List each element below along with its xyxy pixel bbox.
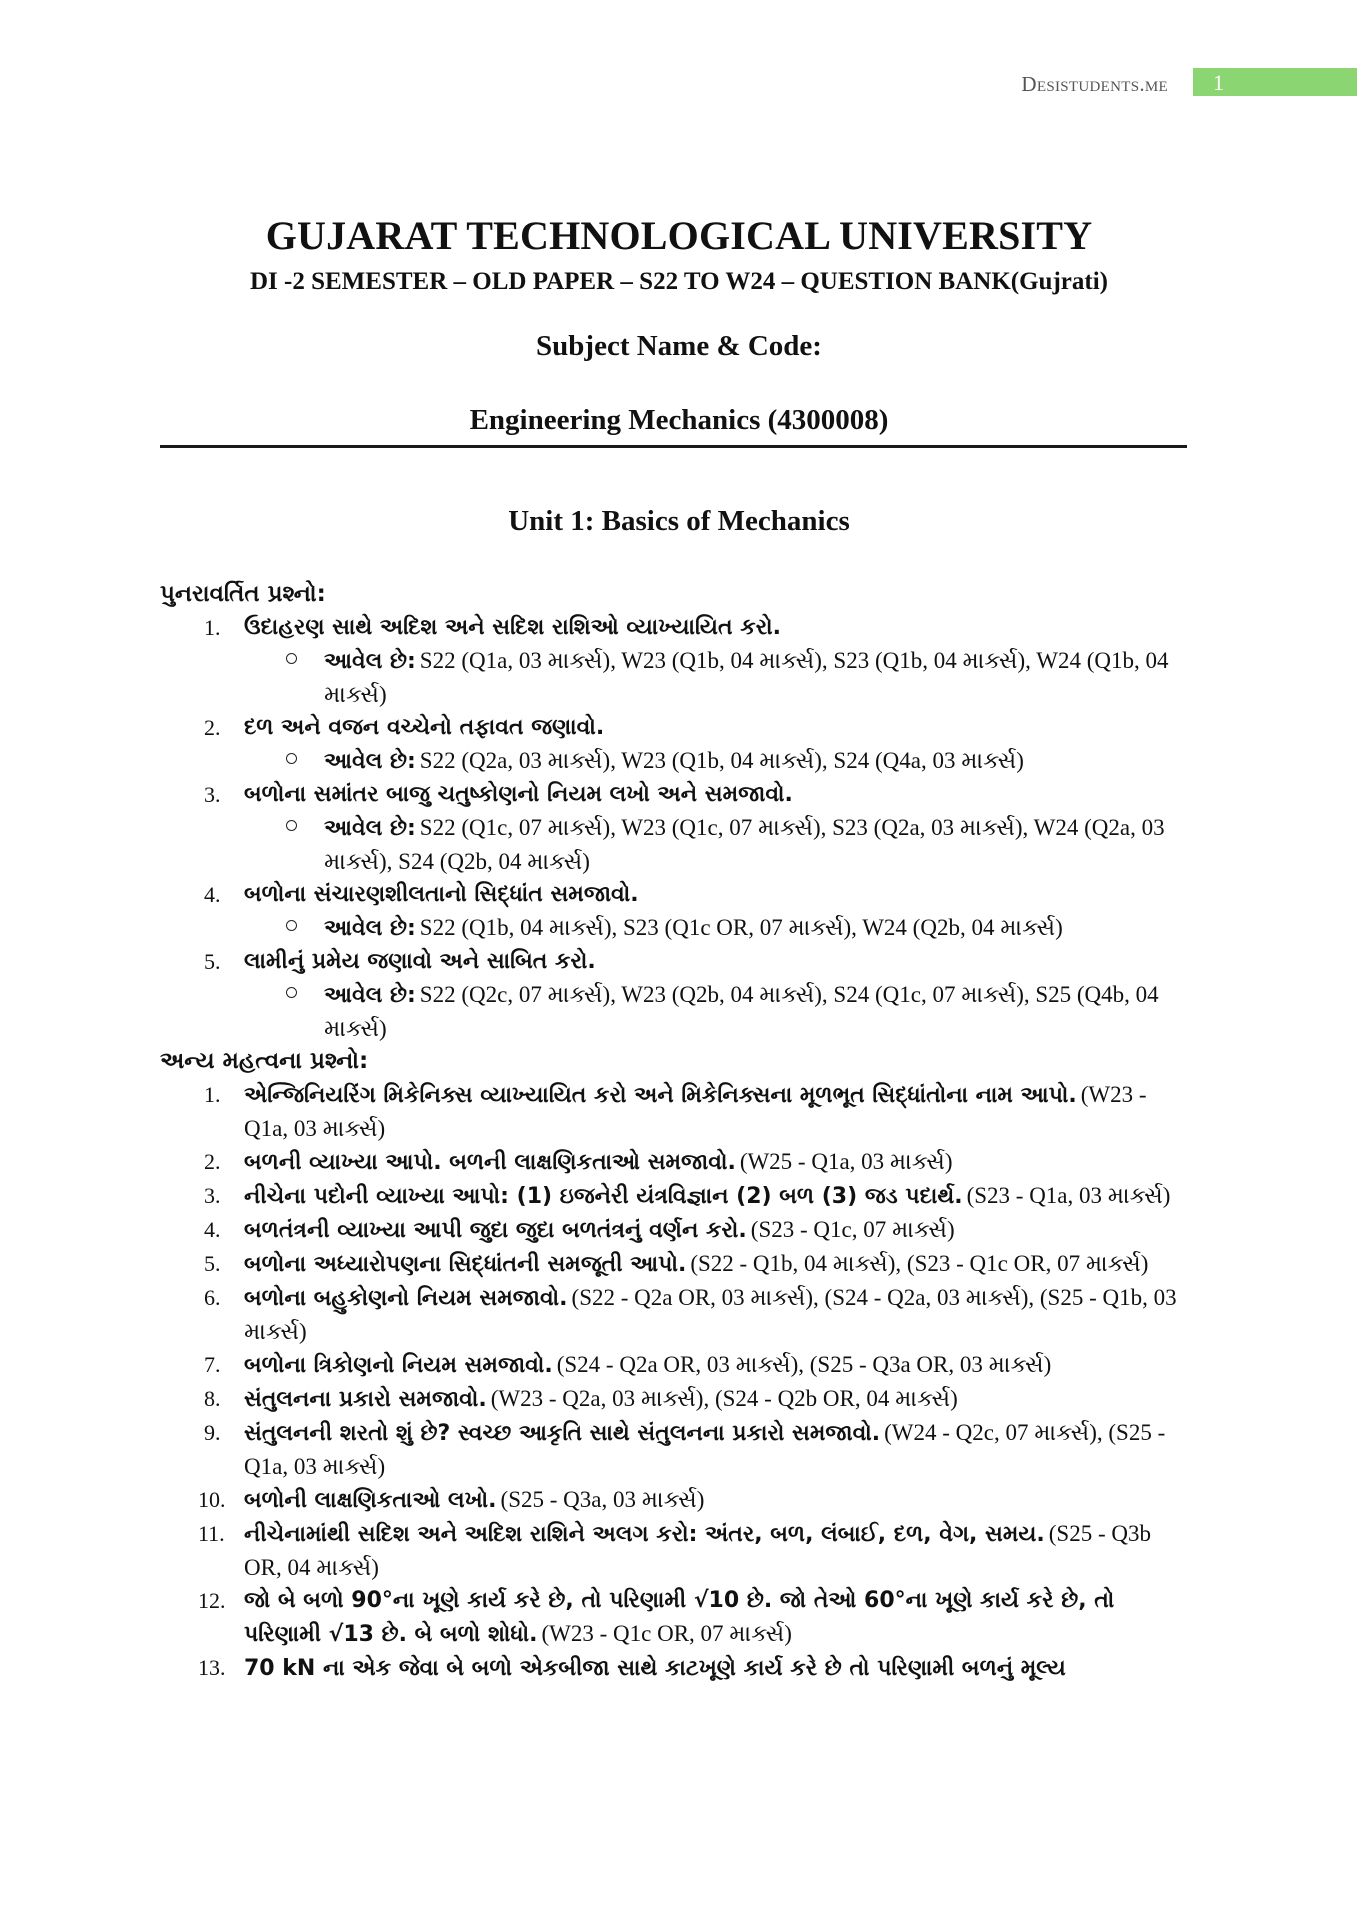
question-refs: (S25 - Q3a, 03 માર્ક્સ): [500, 1487, 705, 1512]
page-number: 1: [1213, 70, 1224, 95]
question-text: બળોના અધ્યારોપણના સિદ્ધાંતની સમજૂતી આપો.: [244, 1252, 687, 1277]
question-item: [160, 1382, 1210, 1416]
question-number: 1.: [204, 615, 221, 640]
question-item: [160, 711, 1210, 744]
circle-bullet-icon: [286, 987, 297, 998]
asked-label: આવેલ છે:: [324, 983, 416, 1008]
circle-bullet-icon: [286, 653, 297, 664]
question-text: નીચેનામાંથી સદિશ અને અદિશ રાશિને અલગ કરો: અંતર, બળ, લંબાઈ, દળ, વેગ, સમય.: [244, 1522, 1045, 1547]
question-item: [160, 1213, 1210, 1247]
question-refs: (S23 - Q1a, 03 માર્ક્સ): [966, 1183, 1171, 1208]
asked-in-item: [160, 744, 1210, 778]
question-refs: (S24 - Q2a OR, 03 માર્ક્સ), (S25 - Q3a OR, 03 માર્ક્સ): [556, 1352, 1052, 1377]
asked-label: આવેલ છે:: [324, 649, 416, 674]
question-item: [160, 1584, 1210, 1651]
question-text: ઉદાહરણ સાથે અદિશ અને સદિશ રાશિઓ વ્યાખ્યાયિત કરો.: [244, 615, 781, 640]
other-questions-heading: અન્ય મહત્વના પ્રશ્નો:: [160, 1048, 369, 1074]
question-text: બળોના સંચારણશીલતાનો સિદ્ધાંત સમજાવો.: [244, 882, 639, 907]
question-item: [160, 1416, 1210, 1483]
question-number: 13.: [198, 1655, 226, 1680]
asked-label: આવેલ છે:: [324, 749, 416, 774]
question-text: એન્જિનિયરિંગ મિકેનિક્સ વ્યાખ્યાયિત કરો અને મિકેનિક્સના મૂળભૂત સિદ્ધાંતોના નામ આપો.: [244, 1083, 1077, 1108]
asked-label: આવેલ છે:: [324, 816, 416, 841]
asked-refs: S22 (Q2c, 07 માર્ક્સ), W23 (Q2b, 04 માર્ક્સ), S24 (Q1c, 07 માર્ક્સ), S25 (Q4b, 04 માર્ક્સ): [324, 982, 1159, 1041]
question-number: 7.: [204, 1352, 221, 1377]
question-item: [160, 1247, 1210, 1281]
question-text: જો બે બળો 90°ના ખૂણે કાર્ય કરે છે, તો પરિણામી √10 છે. જો તેઓ 60°ના ખૂણે કાર્ય કરે છે, તો પરિણામી √13 છે. બે બળો શોધો.: [244, 1588, 1115, 1647]
asked-in-item: [160, 911, 1210, 945]
unit-title: Unit 1: Basics of Mechanics: [508, 505, 850, 537]
question-number: 10.: [198, 1487, 226, 1512]
asked-refs: S22 (Q1b, 04 માર્ક્સ), S23 (Q1c OR, 07 માર્ક્સ), W24 (Q2b, 04 માર્ક્સ): [419, 915, 1063, 940]
question-text: દળ અને વજન વચ્ચેનો તફાવત જણાવો.: [244, 715, 605, 740]
question-text: બળોના સમાંતર બાજુ ચતુષ્કોણનો નિયમ લખો અને સમજાવો.: [244, 782, 793, 807]
question-number: 2.: [204, 715, 221, 740]
question-item: [160, 1483, 1210, 1517]
question-item: [160, 1078, 1210, 1145]
question-text: બળોના ત્રિકોણનો નિયમ સમજાવો.: [244, 1353, 553, 1378]
question-number: 12.: [198, 1588, 226, 1613]
asked-in-item: [160, 644, 1210, 711]
asked-in-item: [160, 978, 1210, 1045]
asked-refs: S22 (Q1c, 07 માર્ક્સ), W23 (Q1c, 07 માર્ક્સ), S23 (Q2a, 03 માર્ક્સ), W24 (Q2a, 03 માર્ક્સ), S24 (Q2b, 04 માર્ક્સ): [324, 815, 1165, 874]
question-text: નીચેના પદોની વ્યાખ્યા આપો: (1) ઇજનેરી યંત્રવિજ્ઞાન (2) બળ (3) જડ પદાર્થ.: [244, 1184, 963, 1209]
question-number: 5.: [204, 1251, 221, 1276]
asked-refs: S22 (Q1a, 03 માર્ક્સ), W23 (Q1b, 04 માર્ક્સ), S23 (Q1b, 04 માર્ક્સ), W24 (Q1b, 04 માર્ક્સ): [324, 648, 1169, 707]
question-text: 70 kN ના એક જેવા બે બળો એકબીજા સાથે કાટખૂણે કાર્ય કરે છે તો પરિણામી બળનું મૂલ્ય: [244, 1656, 1066, 1681]
running-header: [0, 68, 1358, 98]
question-item: [160, 1281, 1210, 1348]
content: [160, 578, 1210, 1685]
asked-refs: S22 (Q2a, 03 માર્ક્સ), W23 (Q1b, 04 માર્ક્સ), S24 (Q4a, 03 માર્ક્સ): [419, 748, 1024, 773]
repeated-questions-list: [160, 611, 1210, 1045]
question-number: 4.: [204, 882, 221, 907]
question-refs: (S22 - Q1b, 04 માર્ક્સ), (S23 - Q1c OR, 07 માર્ક્સ): [690, 1251, 1149, 1276]
question-text: લામીનું પ્રમેય જણાવો અને સાબિત કરો.: [244, 949, 596, 974]
question-refs: (S22 - Q2a OR, 03 માર્ક્સ), (S24 - Q2a, 03 માર્ક્સ), (S25 - Q1b, 03 માર્ક્સ): [244, 1285, 1177, 1344]
question-number: 3.: [204, 782, 221, 807]
circle-bullet-icon: [286, 753, 297, 764]
question-text: સંતુલનની શરતો શું છે? સ્વચ્છ આકૃતિ સાથે સંતુલનના પ્રકારો સમજાવો.: [244, 1421, 881, 1446]
document-subtitle: DI -2 SEMESTER – OLD PAPER – S22 TO W24 – QUESTION BANK(Gujrati): [250, 268, 1108, 295]
question-text: સંતુલનના પ્રકારો સમજાવો.: [244, 1387, 487, 1412]
question-item: [160, 1348, 1210, 1382]
question-text: બળતંત્રની વ્યાખ્યા આપી જુદા જુદા બળતંત્રનું વર્ણન કરો.: [244, 1218, 747, 1243]
question-number: 8.: [204, 1386, 221, 1411]
question-text: બળોની લાક્ષણિકતાઓ લખો.: [244, 1488, 497, 1513]
page-number-badge: [1193, 68, 1357, 96]
question-item: [160, 945, 1210, 978]
question-number: 11.: [198, 1521, 225, 1546]
question-text: બળની વ્યાખ્યા આપો. બળની લાક્ષણિકતાઓ સમજાવો.: [244, 1150, 736, 1175]
circle-bullet-icon: [286, 920, 297, 931]
question-item: [160, 1145, 1210, 1179]
question-number: 6.: [204, 1285, 221, 1310]
horizontal-rule: [160, 445, 1187, 448]
question-refs: (W25 - Q1a, 03 માર્ક્સ): [739, 1149, 953, 1174]
question-refs: (W23 - Q2a, 03 માર્ક્સ), (S24 - Q2b OR, 04 માર્ક્સ): [490, 1386, 958, 1411]
question-number: 9.: [204, 1420, 221, 1445]
question-number: 2.: [204, 1149, 221, 1174]
question-number: 3.: [204, 1183, 221, 1208]
question-number: 4.: [204, 1217, 221, 1242]
subject-name: Engineering Mechanics (4300008): [469, 404, 889, 436]
question-number: 1.: [204, 1082, 221, 1107]
question-refs: (W23 - Q1c OR, 07 માર્ક્સ): [541, 1621, 792, 1646]
asked-in-item: [160, 811, 1210, 878]
asked-label: આવેલ છે:: [324, 916, 416, 941]
circle-bullet-icon: [286, 820, 297, 831]
question-refs: (W23 - Q1a, 03 માર્ક્સ): [244, 1082, 1147, 1141]
repeated-questions-heading: પુનરાવર્તિત પ્રશ્નો:: [160, 581, 326, 607]
question-item: [160, 1651, 1210, 1685]
other-questions-list: [160, 1078, 1210, 1685]
question-text: બળોના બહુકોણનો નિયમ સમજાવો.: [244, 1286, 568, 1311]
subject-label: Subject Name & Code:: [536, 330, 822, 362]
question-item: [160, 611, 1210, 644]
question-refs: (W24 - Q2c, 07 માર્ક્સ), (S25 - Q1a, 03 માર્ક્સ): [244, 1420, 1166, 1479]
university-title: GUJARAT TECHNOLOGICAL UNIVERSITY: [265, 213, 1093, 258]
question-number: 5.: [204, 949, 221, 974]
site-name[interactable]: Desistudents.me: [1021, 72, 1168, 96]
question-refs: (S23 - Q1c, 07 માર્ક્સ): [750, 1217, 955, 1242]
title-block: [0, 210, 1358, 438]
question-item: [160, 1517, 1210, 1584]
question-item: [160, 1179, 1210, 1213]
question-item: [160, 778, 1210, 811]
question-refs: (S25 - Q3b OR, 04 માર્ક્સ): [244, 1521, 1151, 1580]
question-item: [160, 878, 1210, 911]
